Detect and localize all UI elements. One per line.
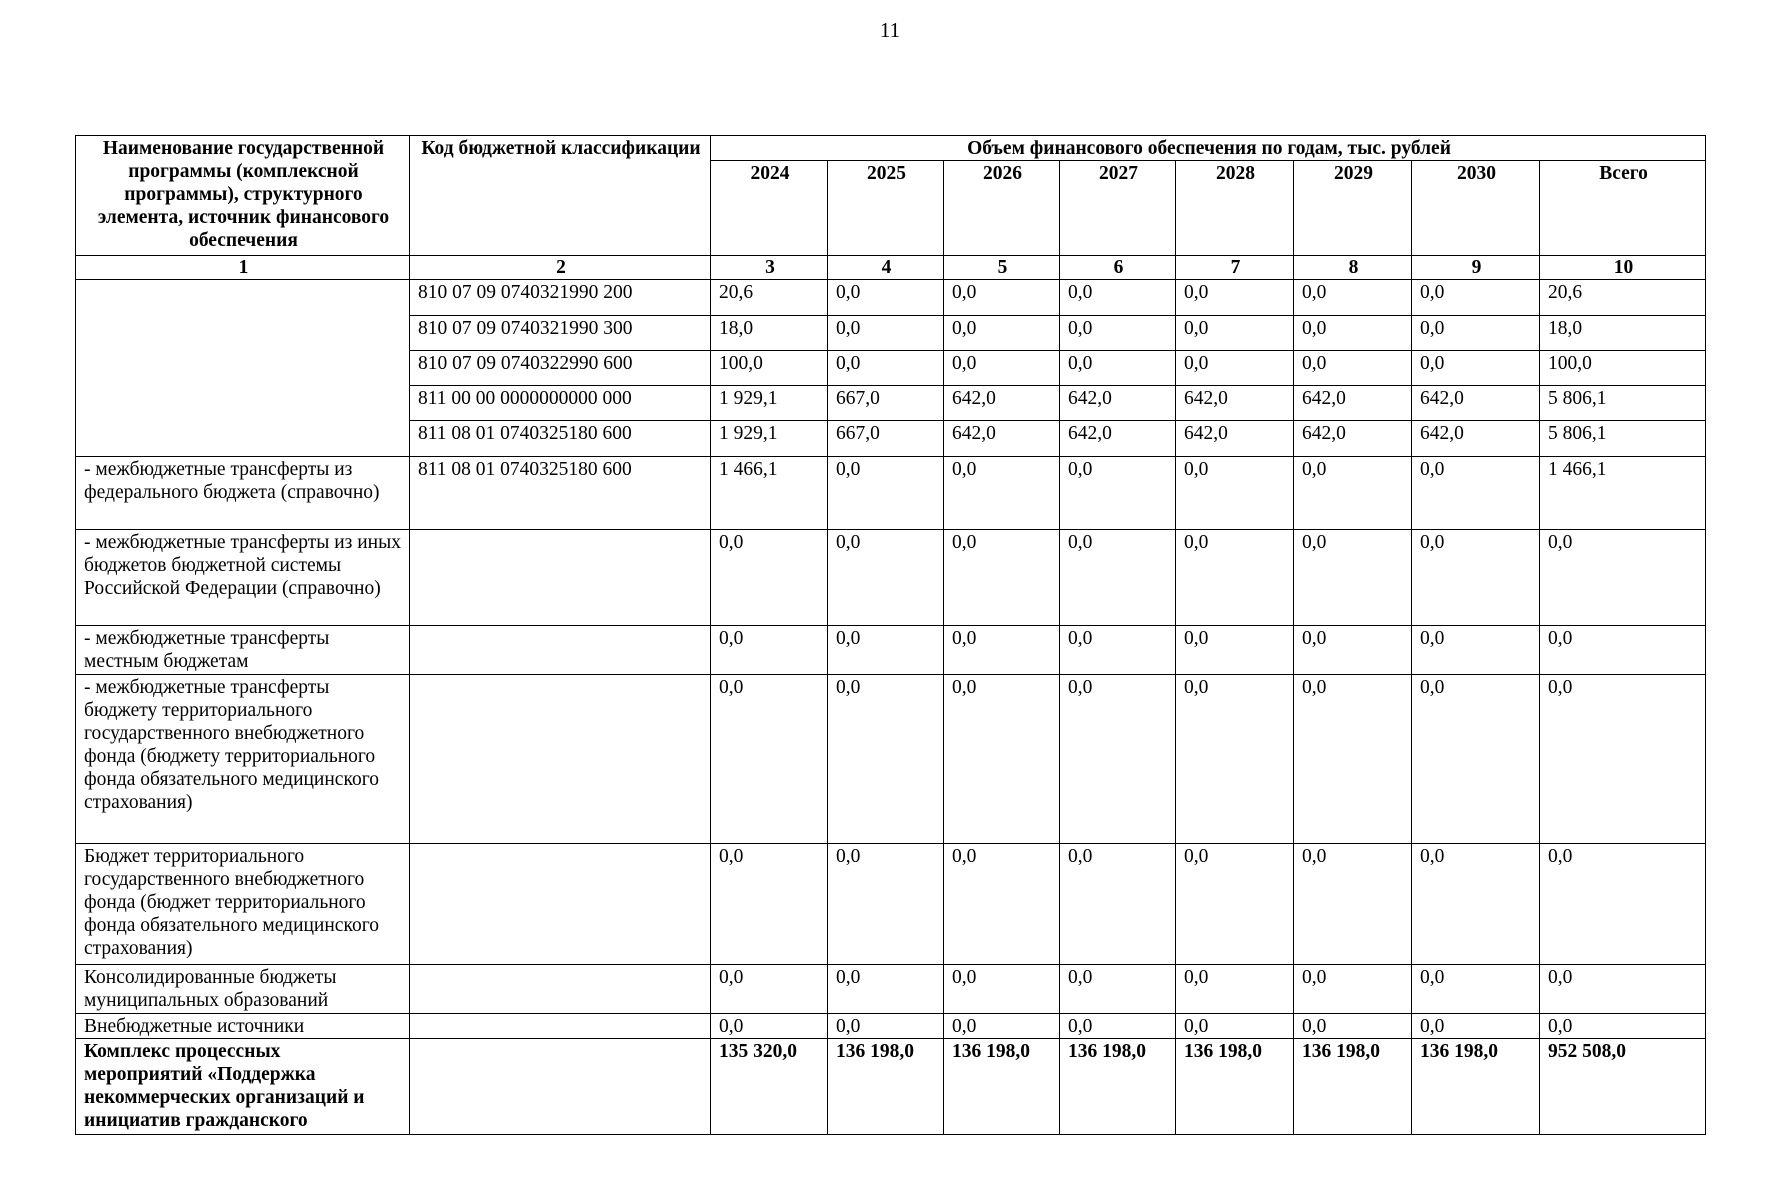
budget-code-cell <box>410 1039 711 1135</box>
value-cell: 0,0 <box>1412 965 1540 1014</box>
value-cell: 0,0 <box>1412 316 1540 351</box>
value-cell: 0,0 <box>1294 351 1412 386</box>
column-number: 4 <box>828 256 944 280</box>
value-cell: 0,0 <box>828 965 944 1014</box>
value-cell: 0,0 <box>1060 1014 1176 1039</box>
value-cell: 0,0 <box>1060 351 1176 386</box>
value-cell: 642,0 <box>1060 421 1176 457</box>
value-cell: 0,0 <box>1412 626 1540 675</box>
value-cell: 0,0 <box>1294 316 1412 351</box>
value-cell: 5 806,1 <box>1540 386 1706 421</box>
column-number: 1 <box>76 256 410 280</box>
value-cell: 0,0 <box>1412 530 1540 626</box>
row-name-cell: Внебюджетные источники <box>76 1014 410 1039</box>
value-cell: 0,0 <box>944 675 1060 844</box>
value-cell: 0,0 <box>1060 675 1176 844</box>
value-cell: 0,0 <box>944 844 1060 965</box>
budget-code-cell <box>410 675 711 844</box>
value-cell: 0,0 <box>1294 626 1412 675</box>
budget-code-cell: 810 07 09 0740321990 300 <box>410 316 711 351</box>
value-cell: 0,0 <box>828 280 944 316</box>
value-cell: 0,0 <box>1294 280 1412 316</box>
row-name-cell: Комплекс процессных мероприятий «Поддержка некоммерческих организаций и инициатив гражданского <box>76 1039 410 1135</box>
column-number: 6 <box>1060 256 1176 280</box>
header-year: 2028 <box>1176 161 1294 256</box>
value-cell: 642,0 <box>1176 421 1294 457</box>
value-cell: 0,0 <box>1176 675 1294 844</box>
value-cell: 0,0 <box>828 351 944 386</box>
value-cell: 0,0 <box>944 1014 1060 1039</box>
value-cell: 0,0 <box>1060 316 1176 351</box>
budget-code-cell <box>410 626 711 675</box>
value-cell: 0,0 <box>828 530 944 626</box>
value-cell: 0,0 <box>944 457 1060 530</box>
row-name-cell: - межбюджетные трансферты местным бюджетам <box>76 626 410 675</box>
column-numbers-row <box>76 256 1706 280</box>
column-number: 7 <box>1176 256 1294 280</box>
value-cell: 952 508,0 <box>1540 1039 1706 1135</box>
row-name-cell: Консолидированные бюджеты муниципальных образований <box>76 965 410 1014</box>
row-name-cell: - межбюджетные трансферты из федерального бюджета (справочно) <box>76 457 410 530</box>
header-name: Наименование государственной программы (комплексной программы), структурного элемента, источник финансового обеспечения <box>76 136 410 256</box>
value-cell: 0,0 <box>944 351 1060 386</box>
budget-code-cell: 810 07 09 0740322990 600 <box>410 351 711 386</box>
value-cell: 100,0 <box>711 351 828 386</box>
value-cell: 136 198,0 <box>1060 1039 1176 1135</box>
value-cell: 0,0 <box>711 1014 828 1039</box>
value-cell: 0,0 <box>828 457 944 530</box>
value-cell: 0,0 <box>1176 1014 1294 1039</box>
column-number: 9 <box>1412 256 1540 280</box>
value-cell: 0,0 <box>944 626 1060 675</box>
budget-code-cell: 810 07 09 0740321990 200 <box>410 280 711 316</box>
header-year: 2025 <box>828 161 944 256</box>
value-cell: 0,0 <box>1060 626 1176 675</box>
value-cell: 1 466,1 <box>1540 457 1706 530</box>
value-cell: 0,0 <box>1176 626 1294 675</box>
column-number: 10 <box>1540 256 1706 280</box>
value-cell: 0,0 <box>828 675 944 844</box>
value-cell: 0,0 <box>1294 844 1412 965</box>
value-cell: 642,0 <box>1412 421 1540 457</box>
row-name-cell: - межбюджетные трансферты из иных бюджетов бюджетной системы Российской Федерации (справочно) <box>76 530 410 626</box>
value-cell: 0,0 <box>1412 457 1540 530</box>
row-name-cell: - межбюджетные трансферты бюджету территориального государственного внебюджетного фонда (бюджету территориального фонда обязательного медицинского страхования) <box>76 675 410 844</box>
table-row <box>76 1039 1706 1135</box>
value-cell: 1 929,1 <box>711 386 828 421</box>
header-code: Код бюджетной классификации <box>410 136 711 256</box>
value-cell: 136 198,0 <box>1176 1039 1294 1135</box>
budget-code-cell: 811 08 01 0740325180 600 <box>410 421 711 457</box>
table-row <box>76 1014 1706 1039</box>
value-cell: 642,0 <box>1294 386 1412 421</box>
value-cell: 0,0 <box>1176 280 1294 316</box>
table-row <box>76 280 1706 316</box>
budget-code-cell <box>410 530 711 626</box>
column-number: 2 <box>410 256 711 280</box>
value-cell: 0,0 <box>711 626 828 675</box>
value-cell: 0,0 <box>828 1014 944 1039</box>
value-cell: 0,0 <box>1060 530 1176 626</box>
value-cell: 0,0 <box>711 675 828 844</box>
value-cell: 0,0 <box>1540 675 1706 844</box>
table-row <box>76 626 1706 675</box>
budget-code-cell: 811 08 01 0740325180 600 <box>410 457 711 530</box>
header-year: 2029 <box>1294 161 1412 256</box>
value-cell: 667,0 <box>828 421 944 457</box>
value-cell: 135 320,0 <box>711 1039 828 1135</box>
value-cell: 0,0 <box>1060 844 1176 965</box>
column-number: 8 <box>1294 256 1412 280</box>
value-cell: 1 466,1 <box>711 457 828 530</box>
value-cell: 0,0 <box>944 280 1060 316</box>
budget-code-cell <box>410 844 711 965</box>
value-cell: 642,0 <box>1294 421 1412 457</box>
value-cell: 0,0 <box>1412 844 1540 965</box>
value-cell: 667,0 <box>828 386 944 421</box>
value-cell: 0,0 <box>1294 965 1412 1014</box>
row-name-cell: Бюджет территориального государственного внебюджетного фонда (бюджет территориального фонда обязательного медицинского страхования) <box>76 844 410 965</box>
header-year: 2027 <box>1060 161 1176 256</box>
value-cell: 0,0 <box>1060 457 1176 530</box>
value-cell: 0,0 <box>1540 844 1706 965</box>
value-cell: 0,0 <box>1176 351 1294 386</box>
value-cell: 0,0 <box>1412 351 1540 386</box>
value-cell: 1 929,1 <box>711 421 828 457</box>
value-cell: 0,0 <box>828 844 944 965</box>
table-row <box>76 457 1706 530</box>
value-cell: 0,0 <box>1176 530 1294 626</box>
value-cell: 642,0 <box>1060 386 1176 421</box>
value-cell: 0,0 <box>944 965 1060 1014</box>
value-cell: 0,0 <box>1060 965 1176 1014</box>
value-cell: 136 198,0 <box>828 1039 944 1135</box>
table-row <box>76 530 1706 626</box>
value-cell: 0,0 <box>1176 844 1294 965</box>
value-cell: 0,0 <box>828 626 944 675</box>
value-cell: 0,0 <box>1540 626 1706 675</box>
table-row <box>76 844 1706 965</box>
header-total: Всего <box>1540 161 1706 256</box>
column-number: 5 <box>944 256 1060 280</box>
value-cell: 136 198,0 <box>944 1039 1060 1135</box>
value-cell: 0,0 <box>1294 1014 1412 1039</box>
value-cell: 20,6 <box>711 280 828 316</box>
value-cell: 0,0 <box>1294 530 1412 626</box>
budget-code-cell <box>410 965 711 1014</box>
header-year: 2026 <box>944 161 1060 256</box>
financing-table <box>75 135 1706 1135</box>
value-cell: 642,0 <box>944 421 1060 457</box>
value-cell: 136 198,0 <box>1412 1039 1540 1135</box>
value-cell: 0,0 <box>1412 1014 1540 1039</box>
header-year: 2030 <box>1412 161 1540 256</box>
value-cell: 5 806,1 <box>1540 421 1706 457</box>
value-cell: 100,0 <box>1540 351 1706 386</box>
value-cell: 0,0 <box>1412 280 1540 316</box>
value-cell: 0,0 <box>711 530 828 626</box>
value-cell: 642,0 <box>1412 386 1540 421</box>
value-cell: 20,6 <box>1540 280 1706 316</box>
value-cell: 0,0 <box>1540 1014 1706 1039</box>
value-cell: 0,0 <box>1540 965 1706 1014</box>
budget-code-cell: 811 00 00 0000000000 000 <box>410 386 711 421</box>
value-cell: 0,0 <box>711 965 828 1014</box>
value-cell: 0,0 <box>1294 457 1412 530</box>
value-cell: 642,0 <box>944 386 1060 421</box>
value-cell: 0,0 <box>944 530 1060 626</box>
table-row <box>76 675 1706 844</box>
table-row <box>76 965 1706 1014</box>
value-cell: 0,0 <box>1176 316 1294 351</box>
value-cell: 18,0 <box>1540 316 1706 351</box>
value-cell: 136 198,0 <box>1294 1039 1412 1135</box>
header-volume: Объем финансового обеспечения по годам, тыс. рублей <box>711 136 1706 161</box>
page-number: 11 <box>879 18 901 42</box>
value-cell: 0,0 <box>828 316 944 351</box>
header-year: 2024 <box>711 161 828 256</box>
value-cell: 0,0 <box>1540 530 1706 626</box>
column-number: 3 <box>711 256 828 280</box>
value-cell: 642,0 <box>1176 386 1294 421</box>
value-cell: 0,0 <box>1176 457 1294 530</box>
value-cell: 0,0 <box>944 316 1060 351</box>
value-cell: 0,0 <box>711 844 828 965</box>
row-name-cell <box>76 280 410 457</box>
budget-code-cell <box>410 1014 711 1039</box>
value-cell: 0,0 <box>1412 675 1540 844</box>
value-cell: 0,0 <box>1176 965 1294 1014</box>
value-cell: 0,0 <box>1294 675 1412 844</box>
value-cell: 0,0 <box>1060 280 1176 316</box>
value-cell: 18,0 <box>711 316 828 351</box>
